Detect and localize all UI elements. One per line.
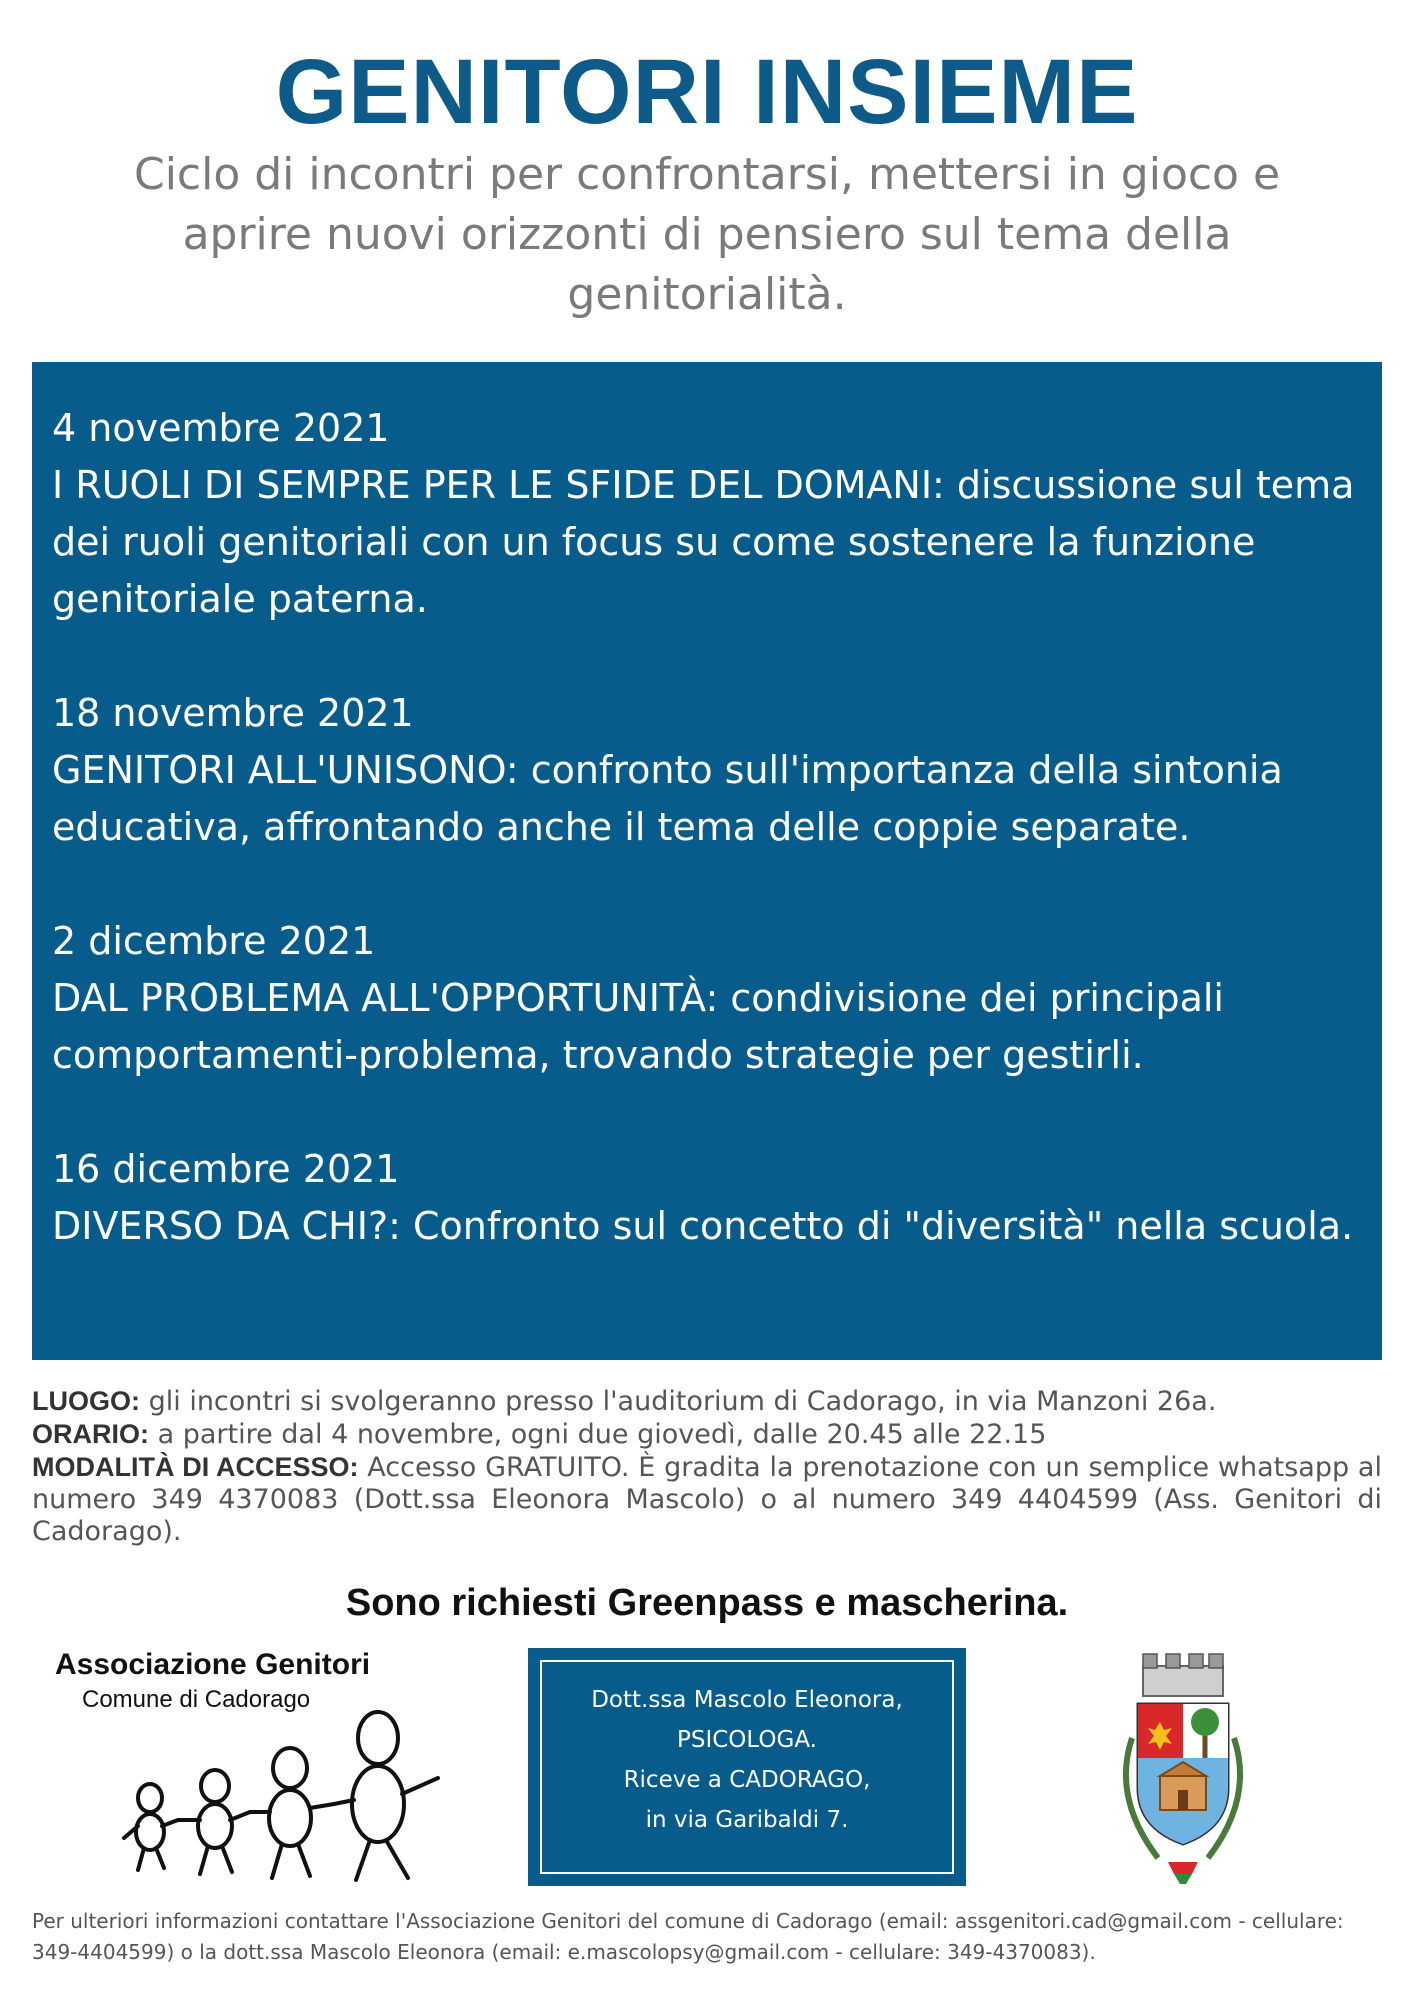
association-subtitle: Comune di Cadorago (82, 1686, 311, 1713)
event-description: DAL PROBLEMA ALL'OPPORTUNITÀ: condivisione dei principali comportamenti-problema, trovando strategie per gestirli. (52, 976, 1224, 1077)
info-access-label: MODALITÀ DI ACCESSO: (32, 1452, 359, 1482)
event-item (52, 913, 1362, 1084)
psychologist-card-inner (540, 1660, 954, 1874)
page-title: GENITORI INSIEME (275, 41, 1139, 143)
event-date: 18 novembre 2021 (52, 691, 414, 735)
info-time (32, 1418, 1382, 1451)
association-name: Associazione Genitori (55, 1648, 371, 1681)
event-date: 4 novembre 2021 (52, 406, 390, 450)
event-date: 2 dicembre 2021 (52, 919, 376, 963)
event-item (52, 1141, 1362, 1255)
info-block (32, 1385, 1382, 1548)
footer-contact: Per ulteriori informazioni contattare l'Associazione Genitori del comune di Cadorago (email: assgenitori.cad@gmail.com - cellulare: 349-4404599) o la dott.ssa Mascolo Eleonora (email: e.mascolopsy@gmail.com - cellulare: 349-4370083). (32, 1909, 1344, 1964)
card-line: Riceve a CADORAGO, (623, 1767, 871, 1793)
card-line: in via Garibaldi 7. (645, 1807, 849, 1833)
association-logo (40, 1648, 480, 1888)
card-line: Dott.ssa Mascolo Eleonora, (591, 1687, 903, 1713)
events-panel (32, 362, 1382, 1360)
info-access (32, 1451, 1382, 1548)
event-description: GENITORI ALL'UNISONO: confronto sull'importanza della sintonia educativa, affrontando anche il tema delle coppie separate. (52, 748, 1283, 849)
event-item (52, 685, 1362, 856)
info-location (32, 1385, 1382, 1418)
info-access-text: Accesso GRATUITO. È gradita la prenotazione con un semplice whatsapp al numero 349 4370083 (Dott.ssa Eleonora Mascolo) o al numero 349 4404599 (Ass. Genitori di Cadorago). (32, 1452, 1382, 1547)
family-figures-icon (120, 1708, 460, 1888)
requirement-note: Sono richiesti Greenpass e mascherina. (345, 1582, 1069, 1624)
event-date: 16 dicembre 2021 (52, 1147, 400, 1191)
info-time-text: a partire dal 4 novembre, ogni due giovedì, dalle 20.45 alle 22.15 (157, 1419, 1047, 1450)
event-description: I RUOLI DI SEMPRE PER LE SFIDE DEL DOMANI: discussione sul tema dei ruoli genitoriali con un focus su come sostenere la funzione genitoriale paterna. (52, 463, 1355, 621)
event-item (52, 400, 1362, 628)
info-location-text: gli incontri si svolgeranno presso l'auditorium di Cadorago, in via Manzoni 26a. (148, 1386, 1217, 1417)
card-line: PSICOLOGA. (677, 1727, 817, 1753)
event-description: DIVERSO DA CHI?: Confronto sul concetto di "diversità" nella scuola. (52, 1204, 1354, 1248)
psychologist-card (528, 1648, 966, 1886)
subtitle: Ciclo di incontri per confrontarsi, mettersi in gioco e aprire nuovi orizzonti di pensiero sul tema della genitorialità. (133, 149, 1281, 320)
info-location-label: LUOGO: (32, 1386, 140, 1416)
info-time-label: ORARIO: (32, 1419, 149, 1449)
municipal-crest-icon (1098, 1648, 1268, 1888)
